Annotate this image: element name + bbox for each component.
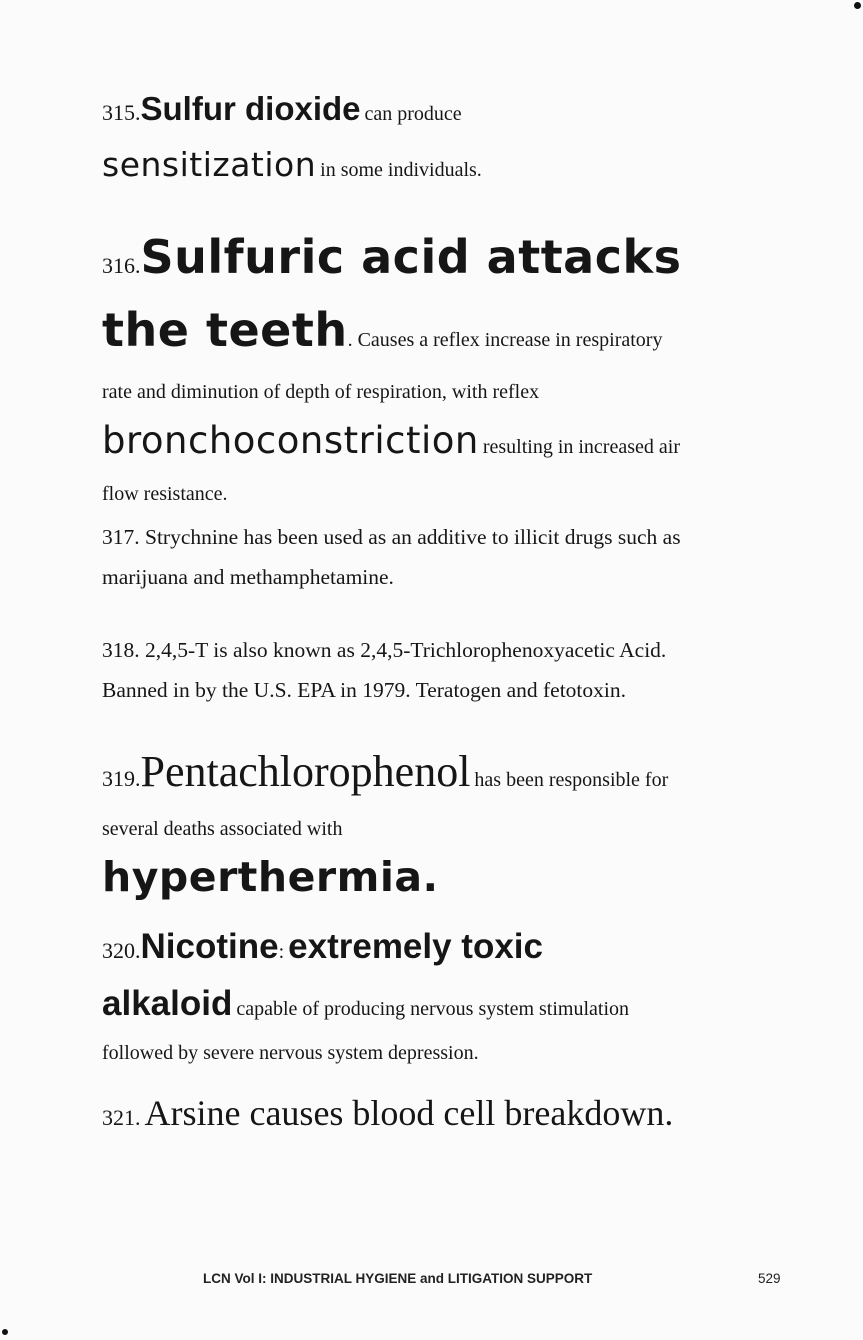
entry-text: has been responsible for <box>474 769 669 791</box>
entry-316 <box>102 226 792 514</box>
entry-number: 316. <box>102 253 141 278</box>
entry-text: . Causes a reflex increase in respiratory <box>347 329 663 351</box>
entry-318 <box>102 630 792 710</box>
scan-speck <box>2 1329 8 1335</box>
entry-320 <box>102 922 792 1072</box>
entry-text: resulting in increased air <box>482 436 680 458</box>
highlight-term: Sulfuric acid attacks <box>140 230 682 284</box>
entry-text: several deaths associated with <box>102 818 343 840</box>
entry-number: 319. <box>102 766 141 791</box>
scan-speck <box>854 2 861 9</box>
highlight-term: extremely toxic <box>288 927 544 966</box>
entry-number: 321. <box>102 1105 141 1130</box>
highlight-term: alkaloid <box>102 984 233 1023</box>
entry-317 <box>102 517 792 597</box>
entry-number: 320. <box>102 938 141 963</box>
entry-text: can produce <box>364 103 462 125</box>
highlight-term: Sulfur dioxide <box>140 90 361 127</box>
entry-text: Arsine causes blood cell breakdown. <box>144 1093 674 1133</box>
entry-321 <box>102 1086 792 1148</box>
page-number: 529 <box>758 1271 781 1286</box>
entry-text: rate and diminution of depth of respiration, with reflex <box>102 381 540 403</box>
entry-text: Banned in by the U.S. EPA in 1979. Teratogen and fetotoxin. <box>102 678 626 702</box>
entry-text: capable of producing nervous system stimulation <box>236 998 630 1020</box>
entry-text: 318. 2,4,5-T is also known as 2,4,5-Trichlorophenoxyacetic Acid. <box>102 638 667 662</box>
entry-text: followed by severe nervous system depression. <box>102 1042 479 1064</box>
highlight-term: Nicotine <box>140 927 279 966</box>
entry-319 <box>102 742 792 916</box>
entry-text: marijuana and methamphetamine. <box>102 565 394 589</box>
entry-315 <box>102 86 792 196</box>
highlight-term: sensitization <box>102 145 317 184</box>
highlight-term: bronchoconstriction <box>102 419 479 462</box>
entry-text: in some individuals. <box>320 159 482 181</box>
entry-text: flow resistance. <box>102 483 228 505</box>
entry-text: : <box>278 941 285 963</box>
footer-title: LCN Vol I: INDUSTRIAL HYGIENE and LITIGATION SUPPORT <box>203 1271 593 1286</box>
entry-number: 315. <box>102 100 141 125</box>
highlight-term: hyperthermia. <box>102 853 439 901</box>
entry-text: 317. Strychnine has been used as an additive to illicit drugs such as <box>102 525 681 549</box>
highlight-term: Pentachlorophenol <box>140 747 471 796</box>
highlight-term: the teeth <box>102 303 348 357</box>
